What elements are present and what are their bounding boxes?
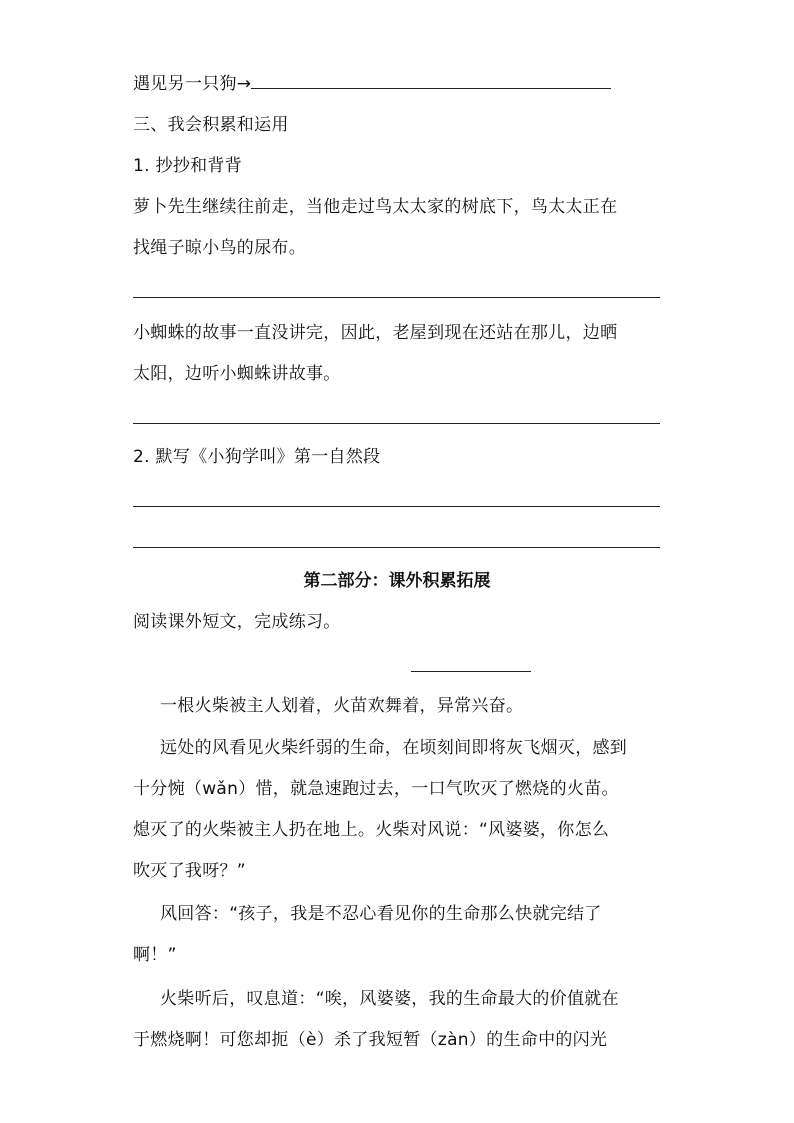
answer-line[interactable]: [133, 297, 660, 298]
passage-two-line-2: 太阳，边听小蜘蛛讲故事。: [133, 364, 341, 384]
story-title-blank[interactable]: [411, 671, 531, 672]
reading-instruction: 阅读课外短文，完成练习。: [133, 612, 341, 632]
dog-meet-line: [133, 72, 611, 95]
story-paragraph-4-line-1: 火柴听后，叹息道：“唉，风婆婆，我的生命最大的价值就在: [160, 989, 619, 1009]
story-paragraph-4-line-2: 于燃烧啊！可您却扼（è）杀了我短暂（zàn）的生命中的闪光: [133, 1030, 608, 1050]
part-two-title: 第二部分：课外积累拓展: [303, 571, 491, 591]
question-one: 1. 抄抄和背背: [133, 156, 243, 176]
passage-one-line-2: 找绳子晾小鸟的尿布。: [133, 238, 306, 258]
story-paragraph-3-line-2: 啊！”: [133, 945, 177, 965]
answer-line[interactable]: [133, 506, 660, 507]
section-three-heading: 三、我会积累和运用: [133, 115, 289, 135]
passage-two-line-1: 小蜘蛛的故事一直没讲完，因此，老屋到现在还站在那儿，边晒: [133, 323, 618, 343]
dog-meet-label: 遇见另一只狗→: [133, 74, 252, 94]
story-paragraph-2-line-2: 十分惋（wǎn）惜，就急速跑过去，一口气吹灭了燃烧的火苗。: [133, 779, 619, 799]
passage-one-line-1: 萝卜先生继续往前走，当他走过鸟太太家的树底下，鸟太太正在: [133, 197, 618, 217]
answer-line[interactable]: [133, 547, 660, 548]
question-two: 2. 默写《小狗学叫》第一自然段: [133, 447, 381, 467]
story-paragraph-2-line-1: 远处的风看见火柴纤弱的生命，在顷刻间即将灰飞烟灭，感到: [160, 738, 628, 758]
story-paragraph-2-line-4: 吹灭了我呀？”: [133, 861, 246, 881]
story-paragraph-1: 一根火柴被主人划着，火苗欢舞着，异常兴奋。: [160, 696, 524, 716]
story-paragraph-2-line-3: 熄灭了的火柴被主人扔在地上。火柴对风说：“风婆婆，你怎么: [133, 820, 610, 840]
answer-line[interactable]: [133, 423, 660, 424]
story-paragraph-3-line-1: 风回答：“孩子，我是不忍心看见你的生命那么快就完结了: [160, 904, 602, 924]
answer-blank[interactable]: [251, 72, 611, 89]
